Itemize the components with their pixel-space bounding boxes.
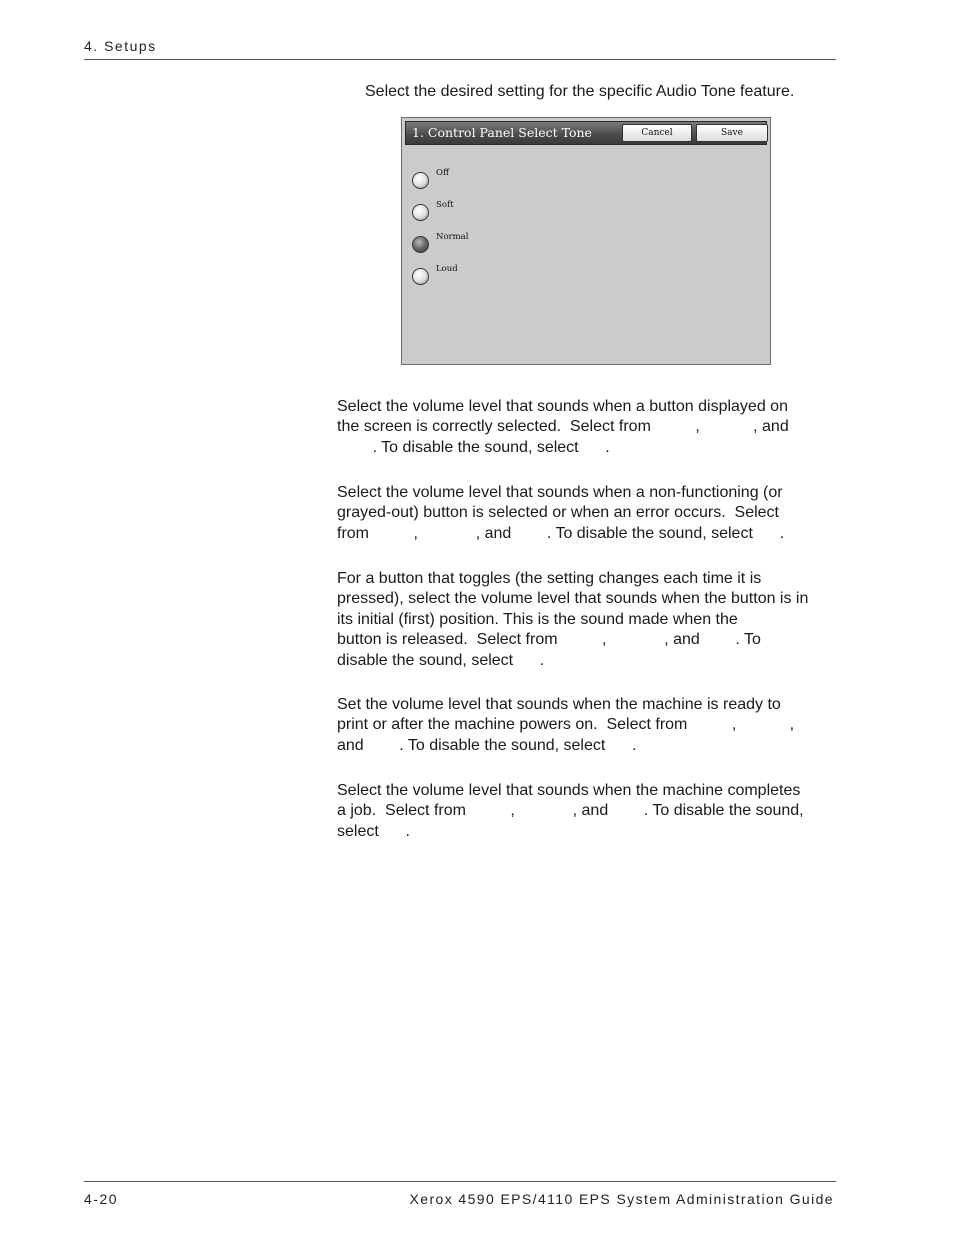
paragraph-line: disable the sound, select . [337, 651, 545, 669]
header-divider [84, 59, 836, 60]
paragraph-line: pressed), select the volume level that sounds when the button is in [337, 590, 809, 608]
paragraph-error-tone [337, 483, 837, 544]
option-soft-label: Soft [436, 200, 454, 210]
paragraph-line: Select the volume level that sounds when a non-functioning (or [337, 484, 783, 501]
paragraph-line: its initial (first) position. This is the sound made when the [337, 610, 738, 628]
section-header: 4. Setups [84, 38, 157, 54]
radio-loud[interactable] [412, 268, 429, 285]
cancel-button[interactable]: Cancel [622, 124, 692, 142]
paragraph-line: the screen is correctly selected. Select from , , and [337, 418, 789, 436]
paragraph-line: button is released. Select from , , and . To [337, 631, 761, 649]
paragraph-line: grayed-out) button is selected or when an error occurs. Select [337, 504, 779, 522]
option-normal-label: Normal [436, 232, 469, 242]
save-button[interactable]: Save [696, 124, 768, 142]
paragraph-machine-ready-tone [337, 695, 837, 756]
control-panel-select-tone-screen [401, 117, 771, 365]
paragraph-line: Select the volume level that sounds when the machine completes [337, 782, 801, 799]
paragraph-line: and . To disable the sound, select . [337, 736, 637, 754]
radio-off[interactable] [412, 172, 429, 189]
paragraph-button-select-tone [337, 397, 837, 458]
paragraph-line: For a button that toggles (the setting changes each time it is [337, 570, 762, 587]
paragraph-line: Set the volume level that sounds when the machine is ready to [337, 696, 781, 713]
radio-soft[interactable] [412, 204, 429, 221]
option-off-label: Off [436, 168, 450, 178]
paragraph-line: from , , and . To disable the sound, select . [337, 524, 785, 542]
screen-title-bar [405, 121, 767, 145]
option-loud-label: Loud [436, 264, 458, 274]
paragraph-line: a job. Select from , , and . To disable the sound, [337, 802, 804, 820]
paragraph-line: print or after the machine powers on. Select from , , [337, 716, 795, 734]
page-number: 4-20 [84, 1191, 119, 1207]
paragraph-toggle-tone [337, 569, 837, 671]
paragraph-line: select . [337, 822, 410, 840]
paragraph-job-complete-tone [337, 781, 837, 842]
radio-normal[interactable] [412, 236, 429, 253]
paragraph-line: Select the volume level that sounds when a button displayed on [337, 398, 788, 415]
guide-title: Xerox 4590 EPS/4110 EPS System Administration Guide [409, 1191, 834, 1207]
intro-text: Select the desired setting for the specific Audio Tone feature. [365, 83, 795, 100]
paragraph-line: . To disable the sound, select . [337, 438, 610, 456]
footer-divider [84, 1181, 836, 1182]
screen-title: 1. Control Panel Select Tone [412, 125, 592, 140]
